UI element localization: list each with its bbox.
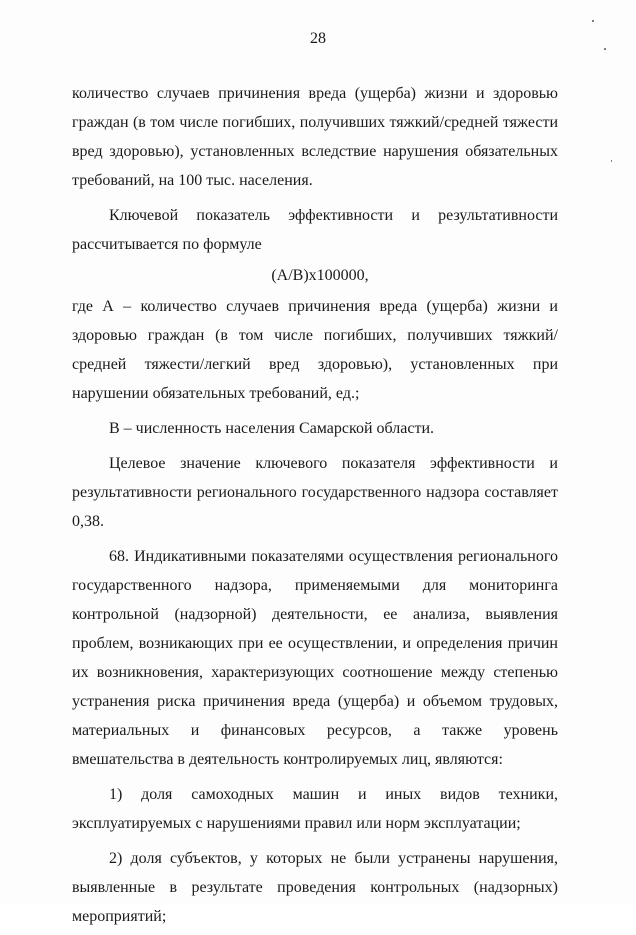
paragraph-target-value: Целевое значение ключевого показателя эффективности и результативности регионального государственного надзора составляет 0,38. (72, 455, 558, 530)
paragraph-harm-cases: количество случаев причинения вреда (ущерба) жизни и здоровью граждан (в том числе погибших, получивших тяжкий/средней тяжести вред здоровью), установленных вследствие нарушения обязательных требований, на 100 тыс. населения. (72, 85, 558, 189)
formula: (А/В)х100000, (271, 267, 369, 284)
page-number: 28 (310, 30, 326, 47)
paragraph-key-indicator: Ключевой показатель эффективности и результативности рассчитывается по формуле (72, 207, 558, 253)
paragraph-definition-b: В – численность населения Самарской области. (109, 420, 435, 437)
document-body (72, 79, 558, 935)
scan-speck (611, 160, 612, 162)
scan-speck (604, 48, 606, 50)
paragraph-definition-a: где А – количество случаев причинения вреда (ущерба) жизни и здоровью граждан (в том числе погибших, получивших тяжкий/средней тяжести/легкий вред здоровью), установленных при нарушении обязательных требований, ед.; (72, 298, 558, 402)
list-item-1: 1) доля самоходных машин и иных видов техники, эксплуатируемых с нарушениями правил или норм эксплуатации; (72, 786, 558, 832)
list-item-2: 2) доля субъектов, у которых не были устранены нарушения, выявленные в результате проведения контрольных (надзорных) мероприятий; (72, 850, 558, 925)
scan-speck (592, 20, 594, 22)
paragraph-68-indicative: 68. Индикативными показателями осуществления регионального государственного надзора, применяемыми для мониторинга контрольной (надзорной) деятельности, ее анализа, выявления проблем, возникающих при ее осуществлении, и определения причин их возникновения, характеризующих соотношение между степенью устранения риска причинения вреда (ущерба) и объемом трудовых, материальных и финансовых ресурсов, а также уровень вмешательства в деятельность контролируемых лиц, являются: (72, 548, 558, 768)
